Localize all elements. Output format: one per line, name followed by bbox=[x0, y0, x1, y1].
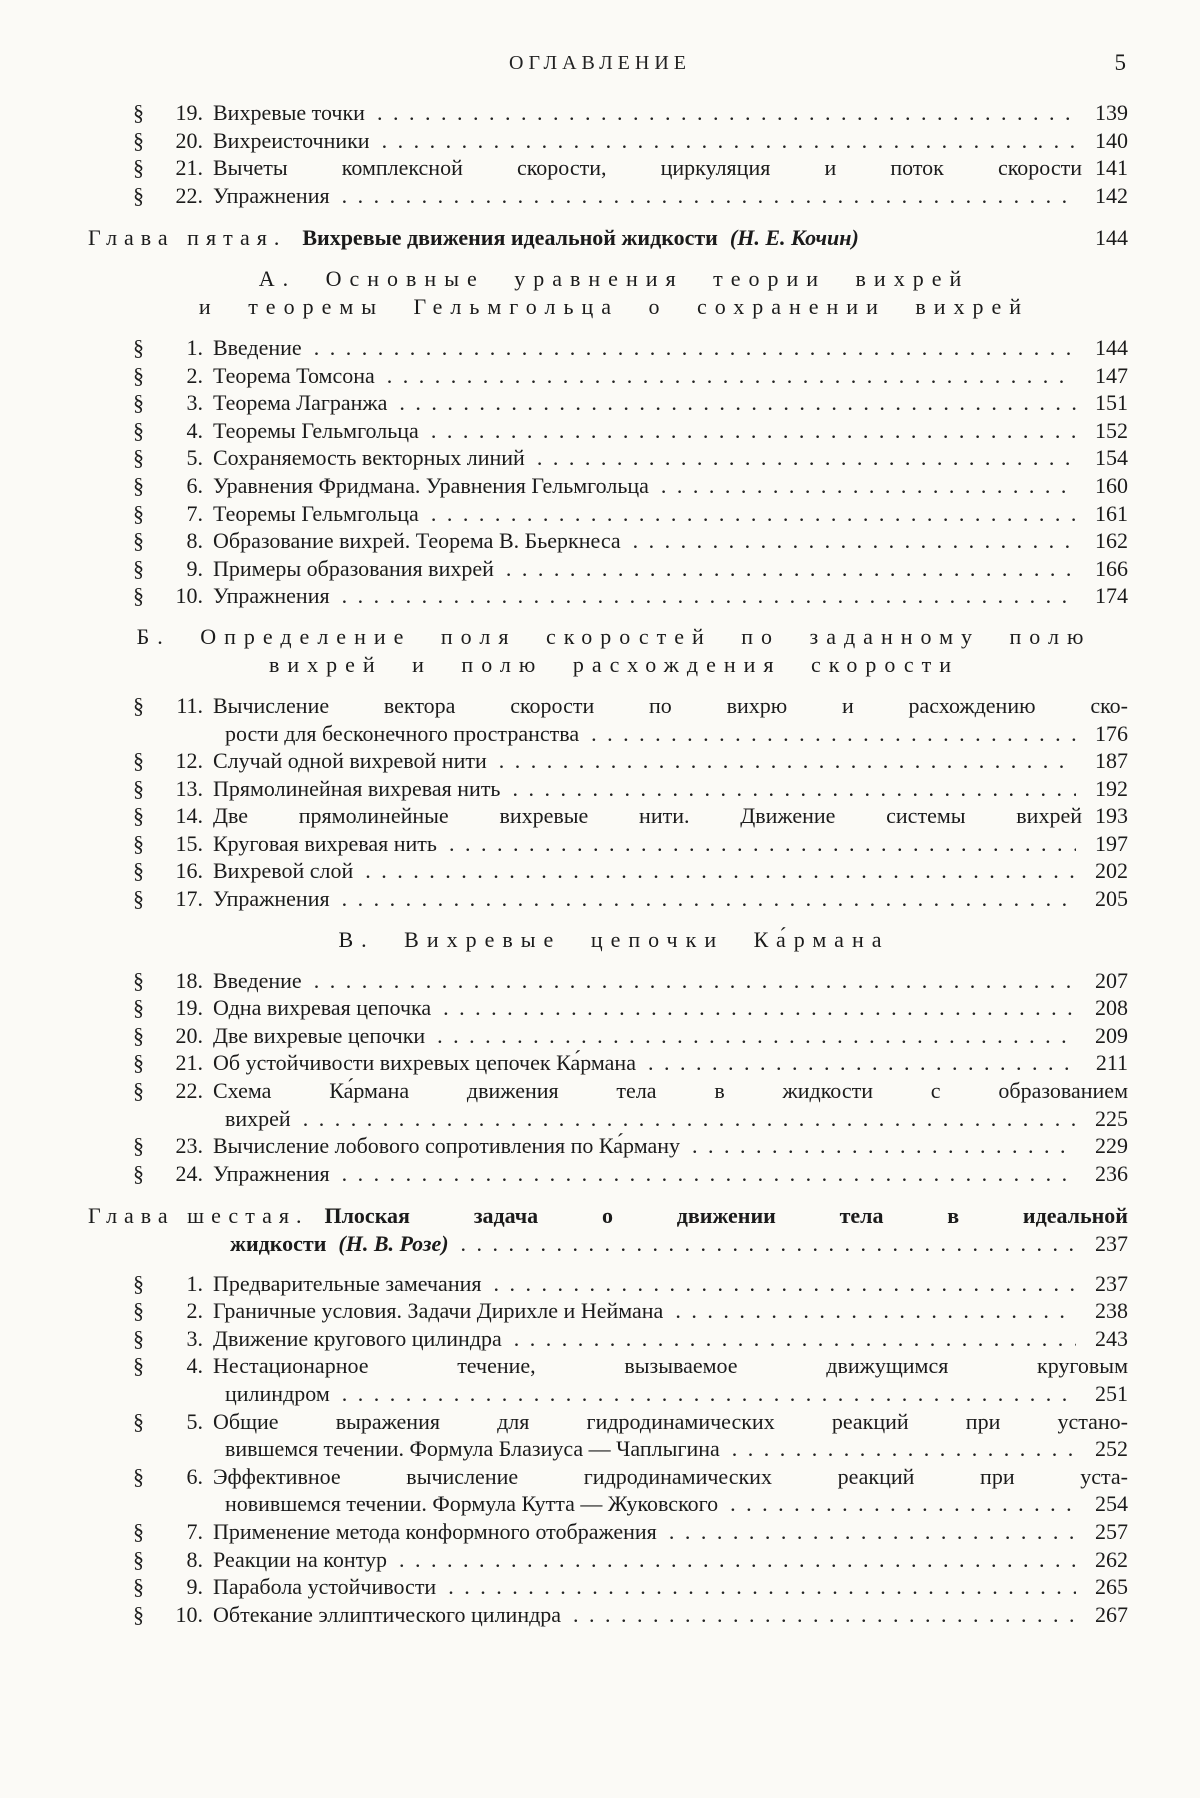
entry-number: 1. bbox=[186, 334, 203, 360]
chapter-heading-line1 bbox=[88, 224, 1128, 252]
dot-leader bbox=[437, 1022, 1076, 1050]
entry-number: 19. bbox=[175, 100, 203, 125]
section-symbol: § bbox=[133, 748, 144, 774]
entry-number: 7. bbox=[186, 1518, 203, 1544]
section-symbol: § bbox=[133, 1546, 144, 1572]
section-symbol: § bbox=[133, 500, 144, 526]
toc-entry bbox=[133, 555, 1128, 583]
entry-title: Сохраняемость векторных линий bbox=[213, 445, 525, 471]
toc-group bbox=[133, 692, 1128, 913]
entry-page-number: 205 bbox=[1095, 886, 1128, 912]
entry-page-number: 187 bbox=[1095, 748, 1128, 774]
entry-title: Примеры образования вихрей bbox=[213, 555, 494, 581]
section-symbol: § bbox=[133, 775, 144, 801]
toc-entry bbox=[133, 362, 1128, 390]
section-symbol: § bbox=[133, 1408, 144, 1434]
entry-title: Упражнения bbox=[213, 1160, 330, 1186]
dot-leader bbox=[591, 720, 1076, 748]
entry-page-number: 154 bbox=[1095, 445, 1128, 471]
entry-page-number: 160 bbox=[1095, 472, 1128, 498]
entry-page-number: 141 bbox=[1095, 155, 1128, 181]
entry-title: Теоремы Гельмгольца bbox=[213, 417, 419, 443]
section-symbol: § bbox=[133, 1325, 144, 1351]
entry-number: 15. bbox=[175, 830, 203, 856]
entry-number: 10. bbox=[175, 1601, 203, 1627]
chapter-heading-line1 bbox=[88, 1202, 1128, 1230]
dot-leader bbox=[730, 1490, 1076, 1518]
section-symbol: § bbox=[133, 100, 144, 125]
dot-leader bbox=[443, 994, 1076, 1022]
entry-page-number: 251 bbox=[1095, 1380, 1128, 1406]
toc-entry bbox=[133, 182, 1128, 210]
page-number: 5 bbox=[1114, 50, 1126, 75]
entry-page-number: 140 bbox=[1095, 127, 1128, 153]
chapter-heading bbox=[88, 224, 1128, 252]
toc-entry-continuation bbox=[133, 720, 1128, 748]
entry-title-line2: цилиндром bbox=[225, 1380, 330, 1406]
toc-entry bbox=[133, 127, 1128, 155]
section-symbol: § bbox=[133, 830, 144, 856]
dot-leader bbox=[573, 1601, 1076, 1629]
entry-title: Одна вихревая цепочка bbox=[213, 995, 432, 1021]
entry-page-number: 243 bbox=[1095, 1325, 1128, 1351]
entry-number: 20. bbox=[175, 1022, 203, 1048]
page-header bbox=[0, 0, 1200, 75]
section-symbol: § bbox=[133, 1518, 144, 1544]
dot-leader bbox=[537, 444, 1076, 472]
dot-leader bbox=[303, 1105, 1076, 1133]
entry-title: Об устойчивости вихревых цепочек Ка́рмана bbox=[213, 1050, 636, 1076]
entry-title: Упражнения bbox=[213, 583, 330, 609]
chapter-label: Глава пятая. bbox=[88, 225, 287, 251]
toc-entry-continuation bbox=[133, 1490, 1128, 1518]
toc-entry bbox=[133, 1077, 1128, 1105]
entry-title-line2: вихрей bbox=[225, 1105, 291, 1131]
entry-page-number: 166 bbox=[1095, 555, 1128, 581]
entry-page-number: 174 bbox=[1095, 583, 1128, 609]
subsection-heading-line: вихрей и полю расхождения скорости bbox=[268, 651, 960, 677]
entry-number: 8. bbox=[186, 1546, 203, 1572]
chapter-title-line2: жидкости bbox=[230, 1231, 327, 1256]
section-symbol: § bbox=[133, 182, 144, 208]
entry-title: Прямолинейная вихревая нить bbox=[213, 775, 501, 801]
entry-title: Уравнения Фридмана. Уравнения Гельмгольца bbox=[213, 472, 649, 498]
dot-leader bbox=[342, 1380, 1076, 1408]
entry-number: 2. bbox=[186, 362, 203, 388]
toc-entry bbox=[133, 472, 1128, 500]
entry-title: Теоремы Гельмгольца bbox=[213, 500, 419, 526]
entry-title: Реакции на контур bbox=[213, 1546, 387, 1572]
entry-number: 23. bbox=[175, 1133, 203, 1159]
entry-page-number: 193 bbox=[1095, 803, 1128, 829]
toc-entry bbox=[133, 1297, 1128, 1325]
entry-title: Обтекание эллиптического цилиндра bbox=[213, 1601, 562, 1627]
toc-entry bbox=[133, 967, 1128, 995]
toc-group bbox=[133, 1270, 1128, 1629]
entry-number: 16. bbox=[175, 858, 203, 884]
dot-leader bbox=[342, 182, 1076, 210]
section-symbol: § bbox=[133, 417, 144, 443]
entry-number: 2. bbox=[186, 1298, 203, 1324]
dot-leader bbox=[431, 417, 1076, 445]
toc-entry bbox=[133, 1352, 1128, 1380]
section-symbol: § bbox=[133, 555, 144, 581]
entry-title: Предварительные замечания bbox=[213, 1270, 482, 1296]
entry-page-number: 257 bbox=[1095, 1518, 1128, 1544]
chapter-page-number: 144 bbox=[1095, 225, 1128, 251]
toc-entry bbox=[133, 99, 1128, 127]
entry-page-number: 262 bbox=[1095, 1546, 1128, 1572]
subsection-heading-line: А. Основные уравнения теории вихрей bbox=[258, 265, 970, 291]
entry-number: 21. bbox=[175, 155, 203, 181]
toc-entry bbox=[133, 747, 1128, 775]
dot-leader bbox=[648, 1049, 1076, 1077]
section-symbol: § bbox=[133, 1133, 144, 1159]
section-symbol: § bbox=[133, 390, 144, 416]
toc-entry bbox=[133, 1325, 1128, 1353]
dot-leader bbox=[732, 1435, 1076, 1463]
toc-entry bbox=[133, 775, 1128, 803]
entry-page-number: 211 bbox=[1095, 1050, 1128, 1076]
toc-entry bbox=[133, 500, 1128, 528]
subsection-heading-line: Б. Определение поля скоростей по заданному полю bbox=[136, 623, 1092, 649]
section-symbol: § bbox=[133, 967, 144, 993]
entry-number: 3. bbox=[186, 390, 203, 416]
toc-entry bbox=[133, 1601, 1128, 1629]
entry-title: Граничные условия. Задачи Дирихле и Неймана bbox=[213, 1298, 664, 1324]
section-symbol: § bbox=[133, 528, 144, 554]
section-symbol: § bbox=[133, 1601, 144, 1627]
entry-title-line1: Схема Ка́рмана движения тела в жидкости с образованием bbox=[213, 1078, 1128, 1104]
toc-entry bbox=[133, 1270, 1128, 1298]
toc-entry bbox=[133, 1573, 1128, 1601]
section-symbol: § bbox=[133, 692, 144, 718]
section-symbol: § bbox=[133, 886, 144, 912]
dot-leader bbox=[692, 1132, 1076, 1160]
entry-number: 19. bbox=[175, 995, 203, 1021]
dot-leader bbox=[669, 1518, 1076, 1546]
entry-number: 22. bbox=[175, 1078, 203, 1104]
dot-leader bbox=[449, 830, 1076, 858]
dot-leader bbox=[675, 1297, 1076, 1325]
entry-number: 3. bbox=[186, 1325, 203, 1351]
dot-leader bbox=[399, 389, 1076, 417]
chapter-author: (Н. Е. Кочин) bbox=[729, 225, 859, 251]
section-symbol: § bbox=[133, 858, 144, 884]
section-symbol: § bbox=[133, 472, 144, 498]
entry-number: 14. bbox=[175, 803, 203, 829]
subsection-heading bbox=[100, 623, 1128, 679]
entry-title: Вихревые точки bbox=[213, 100, 365, 125]
toc-entry bbox=[133, 994, 1128, 1022]
section-symbol: § bbox=[133, 1463, 144, 1489]
toc-entry bbox=[133, 417, 1128, 445]
section-symbol: § bbox=[133, 995, 144, 1021]
entry-page-number: 147 bbox=[1095, 362, 1128, 388]
subsection-heading bbox=[100, 926, 1128, 954]
entry-number: 4. bbox=[186, 417, 203, 443]
toc-entry bbox=[133, 154, 1128, 182]
toc-entry-continuation bbox=[133, 1380, 1128, 1408]
toc-entry bbox=[133, 1518, 1128, 1546]
dot-leader bbox=[661, 472, 1076, 500]
toc-group bbox=[133, 967, 1128, 1188]
entry-page-number: 225 bbox=[1095, 1105, 1128, 1131]
entry-title-line1: Эффективное вычисление гидродинамических реакций при уста- bbox=[213, 1463, 1128, 1489]
section-symbol: § bbox=[133, 155, 144, 181]
entry-page-number: 229 bbox=[1095, 1133, 1128, 1159]
subsection-heading-line: и теоремы Гельмгольца о сохранении вихрей bbox=[198, 293, 1030, 319]
entry-page-number: 237 bbox=[1095, 1270, 1128, 1296]
toc-entry bbox=[133, 830, 1128, 858]
entry-page-number: 265 bbox=[1095, 1574, 1128, 1600]
section-symbol: § bbox=[133, 583, 144, 609]
dot-leader bbox=[461, 1230, 1076, 1258]
subsection-heading bbox=[100, 265, 1128, 321]
chapter-author: (Н. В. Розе) bbox=[338, 1231, 449, 1256]
dot-leader bbox=[633, 527, 1076, 555]
entry-page-number: 267 bbox=[1095, 1601, 1128, 1627]
section-symbol: § bbox=[133, 1298, 144, 1324]
toc-group bbox=[133, 99, 1128, 209]
entry-title: Введение bbox=[213, 334, 302, 360]
entry-title-line1: Общие выражения для гидродинамических реакций при устано- bbox=[213, 1408, 1128, 1434]
section-symbol: § bbox=[133, 803, 144, 829]
entry-title: Вихревой слой bbox=[213, 858, 354, 884]
section-symbol: § bbox=[133, 127, 144, 153]
entry-title: Вычисление лобового сопротивления по Ка́рману bbox=[213, 1133, 681, 1159]
entry-title: Вычеты комплексной скорости, циркуляция и поток скорости bbox=[213, 155, 1082, 181]
page-header-title: ОГЛАВЛЕНИЕ bbox=[509, 52, 691, 74]
entry-page-number: 162 bbox=[1095, 528, 1128, 554]
dot-leader bbox=[377, 99, 1076, 127]
dot-leader bbox=[314, 334, 1076, 362]
dot-leader bbox=[382, 127, 1076, 155]
entry-page-number: 197 bbox=[1095, 830, 1128, 856]
chapter-title: Вихревые движения идеальной жидкости bbox=[302, 225, 718, 251]
dot-leader bbox=[494, 1270, 1077, 1298]
entry-title: Круговая вихревая нить bbox=[213, 830, 437, 856]
entry-number: 9. bbox=[186, 1574, 203, 1600]
entry-title: Вихреисточники bbox=[213, 127, 370, 153]
subsection-heading-line: В. Вихревые цепочки Ка́рмана bbox=[338, 926, 890, 952]
entry-title-line1: Вычисление вектора скорости по вихрю и расхождению ско- bbox=[213, 692, 1128, 718]
toc-entry bbox=[133, 444, 1128, 472]
section-symbol: § bbox=[133, 1270, 144, 1296]
entry-page-number: 161 bbox=[1095, 500, 1128, 526]
entry-page-number: 207 bbox=[1095, 967, 1128, 993]
toc-entry bbox=[133, 1408, 1128, 1436]
toc-entry bbox=[133, 1160, 1128, 1188]
entry-title: Движение кругового цилиндра bbox=[213, 1325, 502, 1351]
dot-leader bbox=[431, 500, 1076, 528]
toc-entry bbox=[133, 582, 1128, 610]
chapter-label: Глава шестая. bbox=[88, 1203, 309, 1229]
toc-entry bbox=[133, 1546, 1128, 1574]
entry-page-number: 142 bbox=[1095, 182, 1128, 208]
entry-number: 13. bbox=[175, 775, 203, 801]
entry-number: 6. bbox=[186, 472, 203, 498]
entry-page-number: 254 bbox=[1095, 1491, 1128, 1517]
dot-leader bbox=[342, 582, 1076, 610]
entry-title: Применение метода конформного отображения bbox=[213, 1518, 657, 1544]
entry-title: Теорема Лагранжа bbox=[213, 390, 388, 416]
dot-leader bbox=[448, 1573, 1076, 1601]
section-symbol: § bbox=[133, 1574, 144, 1600]
toc-entry bbox=[133, 802, 1128, 830]
toc-entry bbox=[133, 857, 1128, 885]
entry-number: 9. bbox=[186, 555, 203, 581]
chapter-title-line1: Плоская задача о движении тела в идеальной bbox=[324, 1203, 1128, 1229]
toc-entry bbox=[133, 692, 1128, 720]
entry-title: Введение bbox=[213, 967, 302, 993]
toc-entry bbox=[133, 1463, 1128, 1491]
entry-number: 4. bbox=[186, 1353, 203, 1379]
dot-leader bbox=[314, 967, 1076, 995]
entry-page-number: 139 bbox=[1095, 100, 1128, 125]
entry-number: 5. bbox=[186, 1408, 203, 1434]
entry-page-number: 209 bbox=[1095, 1022, 1128, 1048]
toc bbox=[0, 99, 1200, 1628]
section-symbol: § bbox=[133, 1160, 144, 1186]
toc-entry bbox=[133, 1132, 1128, 1160]
toc-entry bbox=[133, 885, 1128, 913]
entry-title: Теорема Томсона bbox=[213, 362, 375, 388]
entry-number: 8. bbox=[186, 528, 203, 554]
entry-title: Случай одной вихревой нити bbox=[213, 748, 487, 774]
section-symbol: § bbox=[133, 1022, 144, 1048]
entry-number: 18. bbox=[175, 967, 203, 993]
toc-group bbox=[133, 334, 1128, 610]
dot-leader bbox=[365, 857, 1076, 885]
chapter-page-number: 237 bbox=[1095, 1231, 1128, 1256]
entry-number: 1. bbox=[186, 1270, 203, 1296]
dot-leader bbox=[387, 362, 1076, 390]
entry-title: Две вихревые цепочки bbox=[213, 1022, 426, 1048]
entry-title: Упражнения bbox=[213, 886, 330, 912]
dot-leader bbox=[512, 775, 1076, 803]
entry-number: 11. bbox=[176, 692, 203, 718]
entry-number: 7. bbox=[186, 500, 203, 526]
chapter-heading-line2 bbox=[88, 1230, 1128, 1258]
entry-page-number: 152 bbox=[1095, 417, 1128, 443]
entry-page-number: 176 bbox=[1095, 720, 1128, 746]
entry-number: 17. bbox=[175, 886, 203, 912]
section-symbol: § bbox=[133, 334, 144, 360]
entry-title-line1: Нестационарное течение, вызываемое движущимся круговым bbox=[213, 1353, 1128, 1379]
entry-title: Образование вихрей. Теорема В. Бьеркнеса bbox=[213, 528, 621, 554]
entry-page-number: 238 bbox=[1095, 1298, 1128, 1324]
section-symbol: § bbox=[133, 1078, 144, 1104]
entry-page-number: 192 bbox=[1095, 775, 1128, 801]
dot-leader bbox=[399, 1546, 1076, 1574]
section-symbol: § bbox=[133, 445, 144, 471]
entry-page-number: 236 bbox=[1095, 1160, 1128, 1186]
dot-leader bbox=[506, 555, 1076, 583]
toc-entry bbox=[133, 389, 1128, 417]
entry-title: Парабола устойчивости bbox=[213, 1574, 437, 1600]
entry-number: 5. bbox=[186, 445, 203, 471]
entry-number: 10. bbox=[175, 583, 203, 609]
entry-number: 22. bbox=[175, 182, 203, 208]
entry-number: 6. bbox=[186, 1463, 203, 1489]
section-symbol: § bbox=[133, 362, 144, 388]
toc-entry bbox=[133, 1022, 1128, 1050]
entry-number: 20. bbox=[175, 127, 203, 153]
entry-page-number: 252 bbox=[1095, 1436, 1128, 1462]
entry-page-number: 144 bbox=[1095, 334, 1128, 360]
entry-number: 21. bbox=[175, 1050, 203, 1076]
entry-page-number: 208 bbox=[1095, 995, 1128, 1021]
entry-page-number: 151 bbox=[1095, 390, 1128, 416]
dot-leader bbox=[342, 885, 1076, 913]
toc-entry bbox=[133, 334, 1128, 362]
entry-number: 12. bbox=[175, 748, 203, 774]
entry-title-line2: вившемся течении. Формула Блазиуса — Чаплыгина bbox=[225, 1436, 720, 1462]
entry-title-line2: рости для бесконечного пространства bbox=[225, 720, 580, 746]
entry-page-number: 202 bbox=[1095, 858, 1128, 884]
dot-leader bbox=[342, 1160, 1076, 1188]
entry-title: Упражнения bbox=[213, 182, 330, 208]
toc-entry bbox=[133, 1049, 1128, 1077]
chapter-heading bbox=[88, 1202, 1128, 1257]
entry-title: Две прямолинейные вихревые нити. Движение системы вихрей bbox=[213, 803, 1082, 829]
toc-entry-continuation bbox=[133, 1435, 1128, 1463]
entry-number: 24. bbox=[175, 1160, 203, 1186]
section-symbol: § bbox=[133, 1353, 144, 1379]
section-symbol: § bbox=[133, 1050, 144, 1076]
toc-entry-continuation bbox=[133, 1105, 1128, 1133]
toc-entry bbox=[133, 527, 1128, 555]
dot-leader bbox=[514, 1325, 1076, 1353]
dot-leader bbox=[499, 747, 1076, 775]
entry-title-line2: новившемся течении. Формула Кутта — Жуковского bbox=[225, 1491, 719, 1517]
